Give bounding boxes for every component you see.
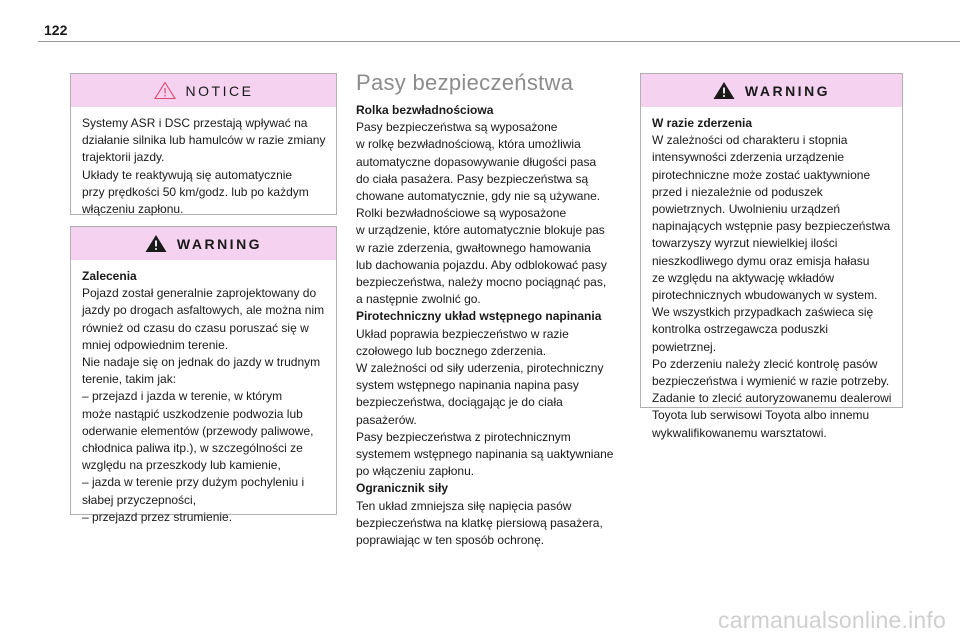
text-line: bezpieczeństwa, należy mocno pociągnąć pas,	[356, 275, 607, 290]
text-line: Toyota lub serwisowi Toyota albo innemu	[652, 408, 870, 423]
text-line: towarzyszy wyrzut niewielkiej ilości	[652, 236, 838, 251]
warning-body-left	[71, 260, 336, 536]
warning-box-left	[70, 226, 337, 524]
text-line: w urządzenie, które automatycznie blokuje pas	[356, 223, 605, 238]
notice-box	[70, 73, 337, 215]
text-line: bezpieczeństwa na klatkę piersiową pasażera,	[356, 515, 603, 530]
text-line: system wstępnego napinania napina pasy	[356, 378, 579, 393]
warning-triangle-icon	[145, 234, 167, 253]
text-line: względu na przeszkody lub kamienie,	[82, 458, 281, 473]
text-line: Pasy bezpieczeństwa są wyposażone	[356, 120, 558, 135]
notice-header	[71, 74, 336, 107]
text-line: przed i niezależnie od poduszek	[652, 184, 823, 199]
text-line: terenie, takim jak:	[82, 372, 177, 387]
text-line: Pojazd został generalnie zaprojektowany do	[82, 286, 317, 301]
text-line: intensywności zderzenia urządzenie	[652, 150, 845, 165]
text-line: napinających wstępnie pasy bezpieczeństwa	[652, 219, 891, 234]
warning-body-right	[641, 107, 902, 452]
warning-title-left: WARNING	[176, 235, 263, 252]
page-number: 122	[44, 22, 68, 38]
text-line: przy prędkości 50 km/godz. lub po każdym	[82, 184, 309, 199]
text-line: chowane automatycznie, gdy nie są używane.	[356, 189, 601, 204]
text-line: czołowego lub bocznego zderzenia.	[356, 343, 547, 358]
text-line: automatyczne dopasowywanie długości pasa	[356, 154, 597, 169]
text-line: – przejazd przez strumienie.	[82, 509, 233, 524]
text-line: Po zderzeniu należy zlecić kontrolę pasów	[652, 356, 878, 371]
warning-box-right	[640, 73, 903, 440]
main-column	[356, 102, 621, 549]
text-line: Ten układ zmniejsza siłę napięcia pasów	[356, 498, 572, 513]
warning-subheading-right: W razie zderzenia	[652, 116, 753, 130]
caution-triangle-outline-icon	[154, 81, 176, 100]
text-line: Układy te reaktywują się automatycznie	[82, 167, 293, 182]
text-line: słabej przyczepności,	[82, 492, 197, 507]
text-line: pirotechniczne może zostać uaktywnione	[652, 167, 871, 182]
text-line: Zadanie to zlecić autoryzowanemu dealerowi	[652, 391, 892, 406]
text-line: mniej odpowiednim terenie.	[82, 337, 229, 352]
text-line: nieszkodliwego dymu oraz emisja hałasu	[652, 253, 870, 268]
text-line: powietrznych. Uwolnieniu urządzeń	[652, 202, 841, 217]
text-line: może nastąpić uszkodzenie podwozia lub	[82, 406, 303, 421]
section-heading: Pirotechniczny układ wstępnego napinania	[356, 309, 602, 324]
text-line: systemem wstępnego napinania są uaktywniane	[356, 447, 614, 462]
section-heading: Ogranicznik siły	[356, 481, 449, 496]
text-line: w rolkę bezwładnościową, która umożliwia	[356, 137, 581, 152]
text-line: chłodnica paliwa itp.), w szczególności ze	[82, 441, 303, 456]
text-line: po włączeniu zapłonu.	[356, 464, 475, 479]
text-line: oderwanie elementów (przewody paliwowe,	[82, 423, 314, 438]
text-line: – jazda w terenie przy dużym pochyleniu i	[82, 475, 305, 490]
notice-title: NOTICE	[185, 82, 254, 99]
text-line: włączeniu zapłonu.	[82, 202, 184, 217]
warning-title-right: WARNING	[744, 82, 831, 99]
section-heading: Rolka bezwładnościowa	[356, 103, 494, 117]
text-line: Pasy bezpieczeństwa z pirotechnicznym	[356, 429, 571, 444]
text-line: Nie nadaje się on jednak do jazdy w trudnym	[82, 355, 321, 370]
warning-header-right	[641, 74, 902, 107]
warning-subheading-left: Zalecenia	[82, 269, 137, 283]
text-line: Systemy ASR i DSC przestają wpływać na	[82, 116, 308, 130]
text-line: również od czasu do czasu poruszać się w	[82, 320, 309, 335]
text-line: działanie silnika lub hamulców w razie zmiany	[82, 133, 326, 148]
text-line: We wszystkich przypadkach zaświeca się	[652, 305, 874, 320]
text-line: kontrolka ostrzegawcza poduszki powietrznej.	[652, 322, 829, 354]
text-line: lub dachowania pojazdu. Aby odblokować pasy	[356, 257, 607, 272]
text-line: w razie zderzenia, gwałtownego hamowania	[356, 240, 591, 255]
text-line: pirotechnicznych wbudowanych w system.	[652, 288, 878, 303]
notice-body	[71, 107, 336, 228]
section-title: Pasy bezpieczeństwa	[356, 70, 574, 95]
text-line: – przejazd i jazda w terenie, w którym	[82, 389, 283, 404]
text-line: Układ poprawia bezpieczeństwo w razie	[356, 326, 569, 341]
text-line: wykwalifikowanemu warsztatowi.	[652, 425, 827, 440]
text-line: Rolki bezwładnościowe są wyposażone	[356, 206, 567, 221]
text-line: W zależności od siły uderzenia, pirotechniczny	[356, 361, 604, 376]
text-line: jazdy po drogach asfaltowych, ale można nim	[82, 303, 325, 318]
text-line: bezpieczeństwa, dociągając je do ciała	[356, 395, 563, 410]
text-line: do ciała pasażera. Pasy bezpieczeństwa są	[356, 171, 589, 186]
text-line: a następnie zwolnić go.	[356, 292, 481, 307]
text-line: trajektorii jazdy.	[82, 150, 165, 165]
text-line: ze względu na aktywację wkładów	[652, 270, 835, 285]
text-line: pasażerów.	[356, 412, 417, 427]
warning-triangle-icon	[713, 81, 735, 100]
watermark: carmanualsonline.info	[718, 607, 946, 633]
text-line: poprawiając w ten sposób ochronę.	[356, 533, 545, 548]
warning-header-left	[71, 227, 336, 260]
text-line: W zależności od charakteru i stopnia	[652, 133, 848, 148]
text-line: bezpieczeństwa i wymienić w razie potrzeby.	[652, 374, 890, 389]
header-rule	[38, 41, 960, 42]
